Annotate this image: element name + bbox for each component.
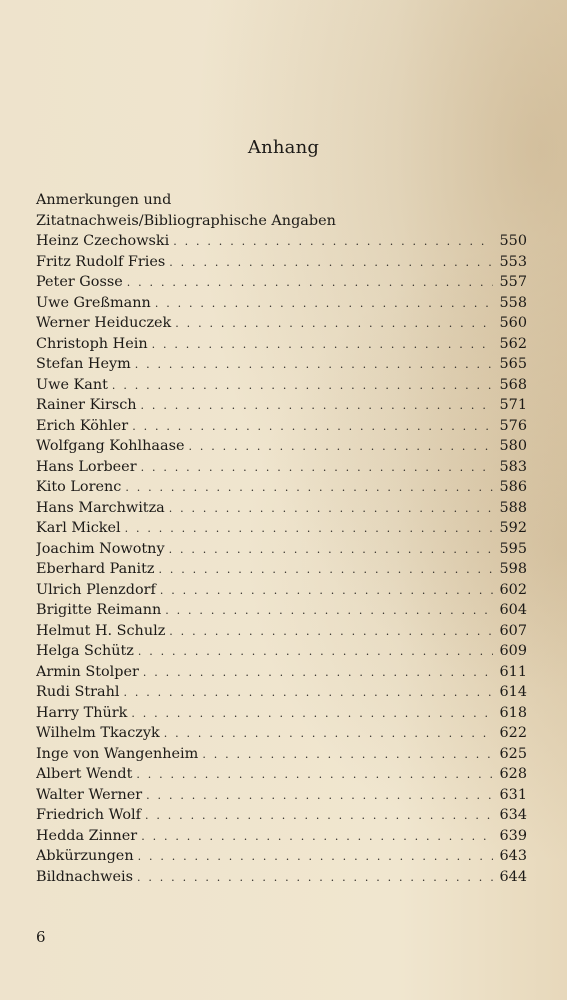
entry-page-number: 571 <box>499 397 527 413</box>
entry-page-number: 592 <box>499 520 527 536</box>
dot-leader <box>143 663 493 683</box>
entry-page-number: 609 <box>499 643 527 659</box>
toc-entry <box>36 375 527 396</box>
toc-entry <box>36 867 527 888</box>
entry-name: Rainer Kirsch <box>36 397 137 413</box>
entry-page-number: 622 <box>499 725 527 741</box>
entry-page-number: 588 <box>499 499 527 516</box>
entry-name: Peter Gosse <box>36 274 123 290</box>
dot-leader <box>138 642 493 662</box>
toc-entry <box>36 252 527 273</box>
toc-entry <box>36 539 527 560</box>
dot-leader <box>169 499 493 519</box>
entry-name: Ulrich Plenzdorf <box>36 581 156 598</box>
table-of-contents <box>36 231 527 887</box>
dot-leader <box>158 560 493 580</box>
entry-name: Stefan Heym <box>36 356 131 372</box>
dot-leader <box>141 396 493 416</box>
entry-page-number: 625 <box>499 745 527 762</box>
page-heading: Anhang <box>247 137 320 158</box>
toc-entry <box>36 723 527 744</box>
entry-name: Wilhelm Tkaczyk <box>36 725 160 741</box>
toc-entry <box>36 662 527 683</box>
toc-entry <box>36 682 527 703</box>
toc-entry <box>36 416 527 437</box>
toc-entry <box>36 293 527 314</box>
entry-name: Helmut H. Schulz <box>36 622 166 639</box>
entry-page-number: 618 <box>499 704 527 721</box>
dot-leader <box>173 232 493 252</box>
entry-page-number: 639 <box>499 827 527 844</box>
toc-entry <box>36 805 527 826</box>
dot-leader <box>123 683 493 703</box>
entry-page-number: 644 <box>499 868 527 885</box>
entry-page-number: 550 <box>499 233 527 249</box>
entry-page-number: 607 <box>499 622 527 639</box>
entry-page-number: 557 <box>499 274 527 290</box>
toc-entry <box>36 764 527 785</box>
entry-page-number: 595 <box>499 540 527 557</box>
entry-name: Inge von Wangenheim <box>36 745 199 762</box>
dot-leader <box>141 458 493 478</box>
entry-page-number: 553 <box>499 253 527 270</box>
entry-name: Hans Lorbeer <box>36 458 137 475</box>
toc-entry <box>36 518 527 539</box>
dot-leader <box>160 581 493 601</box>
entry-name: Uwe Greßmann <box>36 294 151 311</box>
entry-name: Eberhard Panitz <box>36 561 155 577</box>
entry-page-number: 602 <box>499 581 527 598</box>
entry-name: Helga Schütz <box>36 643 134 659</box>
section-intro <box>36 190 506 231</box>
toc-entry <box>36 313 527 334</box>
toc-entry <box>36 846 527 867</box>
toc-entry <box>36 334 527 355</box>
toc-entry <box>36 395 527 416</box>
intro-line: Zitatnachweis/Bibliographische Angaben <box>36 212 336 229</box>
dot-leader <box>137 868 493 888</box>
dot-leader <box>131 704 493 724</box>
dot-leader <box>135 355 493 375</box>
dot-leader <box>125 478 493 498</box>
dot-leader <box>125 519 493 539</box>
entry-name: Christoph Hein <box>36 335 148 352</box>
entry-page-number: 628 <box>499 766 527 782</box>
entry-page-number: 580 <box>499 438 527 454</box>
dot-leader <box>188 437 493 457</box>
entry-name: Karl Mickel <box>36 520 121 536</box>
entry-name: Heinz Czechowski <box>36 233 170 249</box>
toc-entry <box>36 641 527 662</box>
entry-page-number: 576 <box>499 417 527 434</box>
dot-leader <box>152 335 493 355</box>
toc-entry <box>36 354 527 375</box>
entry-name: Erich Köhler <box>36 417 129 434</box>
dot-leader <box>169 253 493 273</box>
entry-name: Werner Heiduczek <box>36 315 172 331</box>
entry-name: Rudi Strahl <box>36 684 120 700</box>
toc-entry <box>36 580 527 601</box>
entry-name: Fritz Rudolf Fries <box>36 253 166 270</box>
entry-page-number: 560 <box>499 315 527 331</box>
toc-entry <box>36 498 527 519</box>
entry-name: Armin Stolper <box>36 663 139 680</box>
entry-name: Bildnachweis <box>36 868 133 885</box>
toc-entry <box>36 231 527 252</box>
dot-leader <box>164 724 493 744</box>
toc-entry <box>36 559 527 580</box>
entry-page-number: 604 <box>499 602 527 618</box>
dot-leader <box>169 540 493 560</box>
entry-name: Abkürzungen <box>36 848 134 864</box>
dot-leader <box>146 786 493 806</box>
dot-leader <box>132 417 493 437</box>
entry-name: Walter Werner <box>36 786 143 803</box>
entry-page-number: 583 <box>499 458 527 475</box>
entry-page-number: 631 <box>499 786 527 803</box>
dot-leader <box>169 622 493 642</box>
toc-entry <box>36 703 527 724</box>
entry-name: Friedrich Wolf <box>36 807 141 823</box>
entry-name: Albert Wendt <box>36 766 133 782</box>
dot-leader <box>138 847 493 867</box>
toc-entry <box>36 826 527 847</box>
entry-page-number: 598 <box>499 561 527 577</box>
entry-page-number: 611 <box>499 663 527 680</box>
entry-page-number: 586 <box>499 479 527 495</box>
dot-leader <box>136 765 493 785</box>
dot-leader <box>155 294 493 314</box>
entry-name: Wolfgang Kohlhaase <box>36 438 185 454</box>
intro-line: Anmerkungen und <box>36 192 172 208</box>
entry-page-number: 634 <box>499 807 527 823</box>
toc-entry <box>36 621 527 642</box>
toc-entry <box>36 457 527 478</box>
entry-page-number: 565 <box>499 356 527 372</box>
entry-page-number: 643 <box>499 848 527 864</box>
toc-entry <box>36 272 527 293</box>
entry-name: Uwe Kant <box>36 376 108 393</box>
entry-page-number: 568 <box>499 376 527 393</box>
dot-leader <box>145 806 493 826</box>
entry-name: Harry Thürk <box>36 704 128 721</box>
entry-name: Kito Lorenc <box>36 479 122 495</box>
toc-entry <box>36 600 527 621</box>
page-number: 6 <box>36 928 46 946</box>
dot-leader <box>141 827 493 847</box>
dot-leader <box>127 273 493 293</box>
entry-name: Joachim Nowotny <box>36 540 165 557</box>
toc-entry <box>36 744 527 765</box>
dot-leader <box>175 314 493 334</box>
dot-leader <box>165 601 493 621</box>
entry-name: Brigitte Reimann <box>36 602 162 618</box>
toc-entry <box>36 785 527 806</box>
toc-entry <box>36 436 527 457</box>
entry-page-number: 614 <box>499 684 527 700</box>
toc-entry <box>36 477 527 498</box>
entry-page-number: 562 <box>499 335 527 352</box>
entry-page-number: 558 <box>499 294 527 311</box>
dot-leader <box>112 376 493 396</box>
dot-leader <box>202 745 493 765</box>
entry-name: Hans Marchwitza <box>36 499 165 516</box>
entry-name: Hedda Zinner <box>36 827 138 844</box>
